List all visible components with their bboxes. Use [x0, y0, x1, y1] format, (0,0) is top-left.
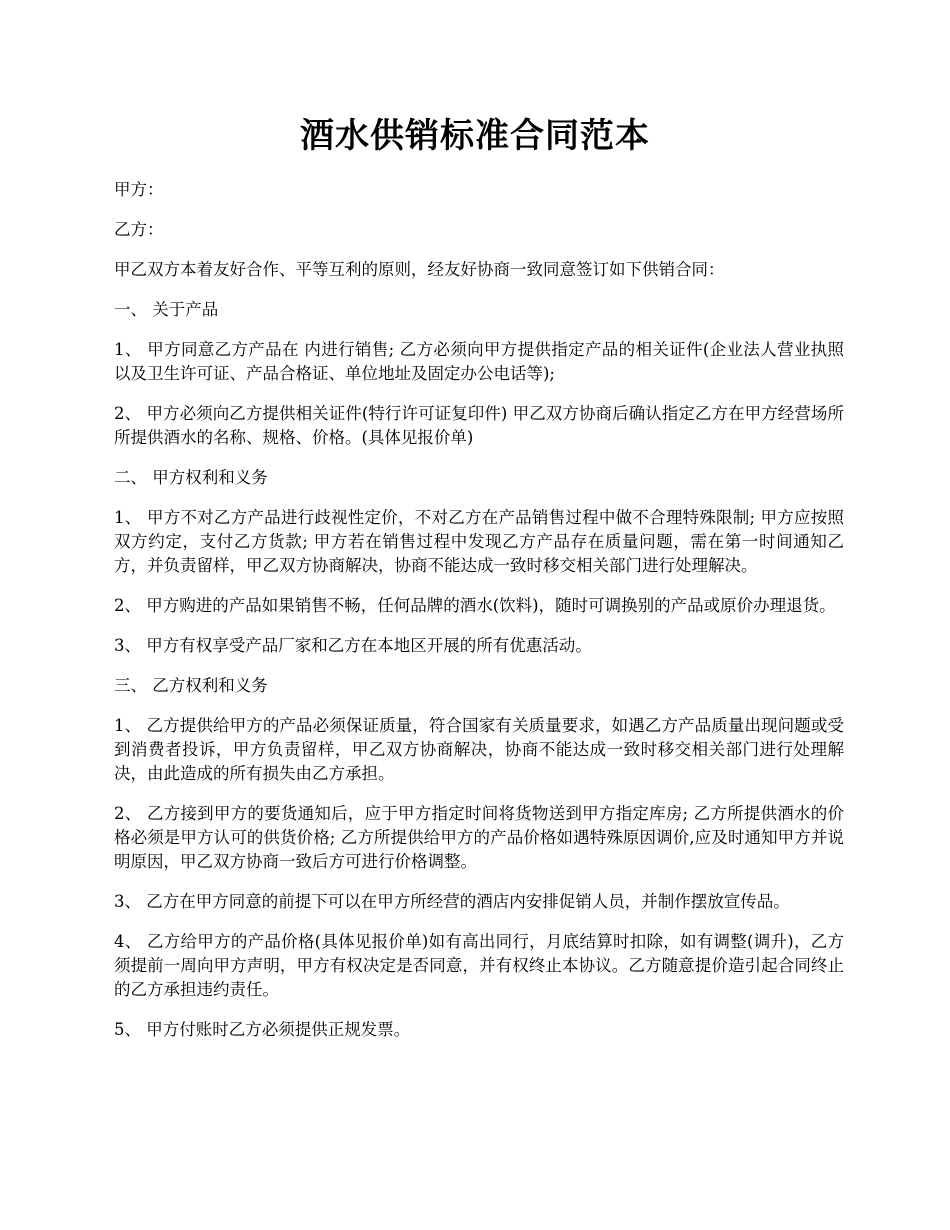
section-heading-products: 一、 关于产品 — [114, 300, 219, 319]
clause-3-5: 5、 甲方付账时乙方必须提供正规发票。 — [114, 1020, 411, 1039]
document-title: 酒水供销标准合同范本 — [300, 116, 650, 156]
clause-3-3: 3、 乙方在甲方同意的前提下可以在甲方所经营的酒店内安排促销人员，并制作摆放宣传品。 — [114, 892, 790, 911]
clause-2-3: 3、 甲方有权享受产品厂家和乙方在本地区开展的所有优惠活动。 — [114, 636, 592, 655]
clause-2-1: 1、 甲方不对乙方产品进行歧视性定价，不对乙方在产品销售过程中做不合理特殊限制; 甲方应按照双方约定，支付乙方货款; 甲方若在销售过程中发现乙方产品存在质量问题，需在第一时间通知乙方，并负责留样，甲乙双方协商解决，协商不能达成一致时移交相关部门进行处理解决。 — [114, 508, 844, 575]
clause-3-4: 4、 乙方给甲方的产品价格(具体见报价单)如有高出同行，月底结算时扣除，如有调整(调升)，乙方须提前一周向甲方声明，甲方有权决定是否同意，并有权终止本协议。乙方随意提价造引起合同终止的乙方承担违约责任。 — [114, 932, 844, 999]
clause-3-1: 1、 乙方提供给甲方的产品必须保证质量，符合国家有关质量要求，如遇乙方产品质量出现问题或受到消费者投诉，甲方负责留样，甲乙双方协商解决，协商不能达成一致时移交相关部门进行处理解决，由此造成的所有损失由乙方承担。 — [114, 716, 844, 783]
section-heading-party-b-rights: 三、 乙方权利和义务 — [114, 676, 268, 695]
clause-1-1: 1、 甲方同意乙方产品在 内进行销售; 乙方必须向甲方提供指定产品的相关证件(企业法人营业执照以及卫生许可证、产品合格证、单位地址及固定办公电话等); — [114, 340, 844, 383]
intro-paragraph: 甲乙双方本着友好合作、平等互利的原则，经友好协商一致同意签订如下供销合同： — [114, 260, 725, 279]
clause-2-2: 2、 甲方购进的产品如果销售不畅，任何品牌的酒水(饮料)，随时可调换别的产品或原价办理退货。 — [114, 596, 836, 615]
document-body — [114, 178, 844, 1058]
clause-1-2: 2、 甲方必须向乙方提供相关证件(特行许可证复印件) 甲乙双方协商后确认指定乙方在甲方经营场所所提供酒水的名称、规格、价格。(具体见报价单) — [114, 404, 844, 447]
section-heading-party-a-rights: 二、 甲方权利和义务 — [114, 468, 268, 487]
party-b-line: 乙方： — [114, 220, 164, 239]
clause-3-2: 2、 乙方接到甲方的要货通知后，应于甲方指定时间将货物送到甲方指定库房; 乙方所提供酒水的价格必须是甲方认可的供货价格; 乙方所提供给甲方的产品价格如遇特殊原因调价,应及时通知甲方并说明原因，甲乙双方协商一致后方可进行价格调整。 — [114, 804, 844, 871]
party-a-line: 甲方： — [114, 180, 164, 199]
